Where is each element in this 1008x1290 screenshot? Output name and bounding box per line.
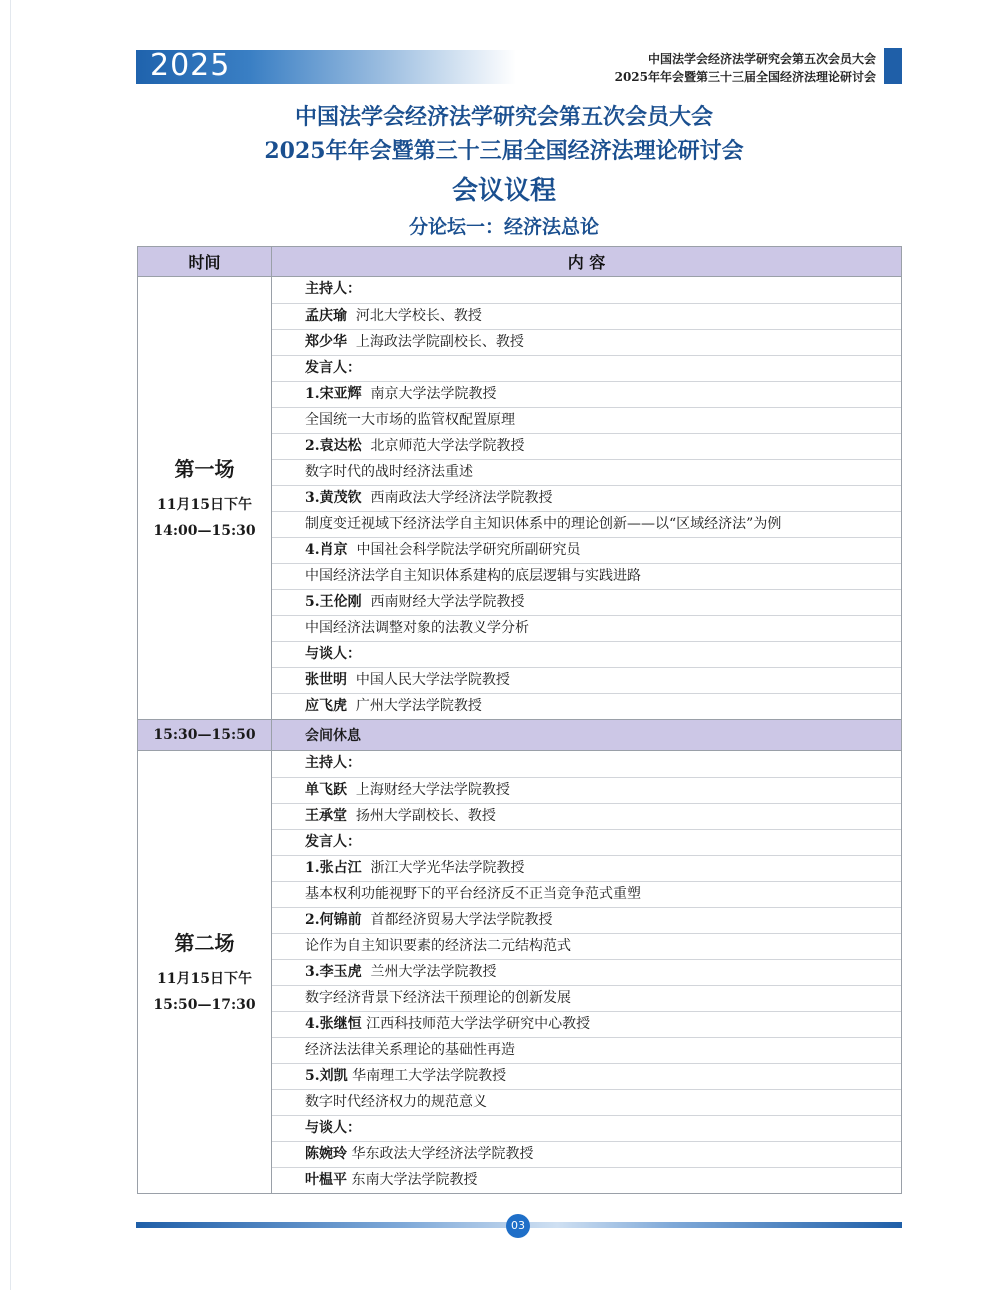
session-1-content-cell [272, 277, 902, 720]
agenda-table [137, 246, 902, 1194]
list-item [272, 1011, 901, 1037]
session-1-list [272, 277, 901, 719]
page-number: 03 [506, 1214, 530, 1238]
session-1-date: 11月15日下午 [157, 496, 252, 513]
list-item [272, 329, 901, 355]
col-header-content: 内 容 [272, 247, 902, 277]
running-header [615, 50, 876, 86]
host-name: 郑少华 [305, 333, 347, 350]
host-name: 单飞跃 [305, 781, 347, 798]
session-2-row [138, 751, 902, 1194]
list-item [272, 303, 901, 329]
speaker-title: 西南政法大学经济法学院教授 [370, 489, 553, 506]
list-item [272, 537, 901, 563]
doc-title-agenda: 会议议程 [451, 176, 556, 206]
list-item [272, 1167, 901, 1193]
session-1-time: 14:00—15:30 [153, 522, 256, 539]
host-title: 河北大学校长、教授 [355, 307, 482, 324]
speaker-topic: 数字时代的战时经济法重述 [272, 459, 901, 485]
list-item [272, 667, 901, 693]
speaker-title: 江西科技师范大学法学研究中心教授 [366, 1015, 591, 1032]
speaker-title: 中国社会科学院法学研究所副研究员 [356, 541, 581, 558]
doc-title-line2: 2025年年会暨第三十三届全国经济法理论研讨会 [264, 138, 744, 164]
col-header-time: 时间 [138, 247, 272, 277]
discussant-title: 广州大学法学院教授 [355, 697, 482, 714]
speaker-title: 南京大学法学院教授 [370, 385, 497, 402]
running-header-line1: 中国法学会经济法学研究会第五次会员大会 [647, 52, 876, 66]
list-item [272, 777, 901, 803]
session-2-name: 第二场 [174, 930, 235, 955]
speaker-name: 1.宋亚辉 [305, 385, 362, 402]
speaker-name: 5.王伦刚 [305, 593, 362, 610]
list-item [272, 907, 901, 933]
speaker-name: 3.黄茂钦 [305, 489, 362, 506]
speaker-topic: 中国经济法学自主知识体系建构的底层逻辑与实践进路 [272, 563, 901, 589]
speaker-topic: 全国统一大市场的监管权配置原理 [272, 407, 901, 433]
speaker-topic: 论作为自主知识要素的经济法二元结构范式 [272, 933, 901, 959]
host-name: 王承堂 [305, 807, 347, 824]
session-1-time-cell [138, 277, 272, 720]
list-item [272, 1063, 901, 1089]
speaker-name: 1.张占江 [305, 859, 362, 876]
session-2-content-cell [272, 751, 902, 1194]
discussant-name: 张世明 [305, 671, 347, 688]
doc-title-line1: 中国法学会经济法学研究会第五次会员大会 [294, 104, 713, 130]
list-item [272, 589, 901, 615]
header-accent-bar [884, 48, 902, 84]
speaker-title: 浙江大学光华法学院教授 [370, 859, 525, 876]
speaker-title: 华南理工大学法学院教授 [352, 1067, 507, 1084]
forum-subtitle: 分论坛一：经济法总论 [408, 216, 599, 238]
session-2-time: 15:50—17:30 [153, 996, 256, 1013]
running-header-line2: 2025年年会暨第三十三届全国经济法理论研讨会 [614, 70, 876, 84]
speaker-topic: 数字时代经济权力的规范意义 [272, 1089, 901, 1115]
speaker-label: 发言人： [272, 355, 901, 381]
host-label: 主持人： [272, 751, 901, 777]
list-item [272, 855, 901, 881]
speaker-name: 4.肖京 [305, 541, 348, 558]
agenda-header-row [138, 247, 902, 277]
session-2-list [272, 751, 901, 1193]
speaker-name: 2.何锦前 [305, 911, 362, 928]
speaker-topic: 中国经济法调整对象的法教义学分析 [272, 615, 901, 641]
speaker-label: 发言人： [272, 829, 901, 855]
discussant-title: 东南大学法学院教授 [351, 1171, 478, 1188]
session-1-name: 第一场 [174, 456, 235, 481]
host-name: 孟庆瑜 [305, 307, 347, 324]
speaker-name: 4.张继恒 [305, 1015, 362, 1032]
speaker-title: 西南财经大学法学院教授 [370, 593, 525, 610]
discussant-label: 与谈人： [272, 1115, 901, 1141]
discussant-name: 叶榅平 [305, 1171, 347, 1188]
speaker-name: 2.袁达松 [305, 437, 362, 454]
host-title: 扬州大学副校长、教授 [355, 807, 496, 824]
host-title: 上海财经大学法学院教授 [355, 781, 510, 798]
session-2-date: 11月15日下午 [157, 970, 252, 987]
speaker-topic: 基本权利功能视野下的平台经济反不正当竞争范式重塑 [272, 881, 901, 907]
host-title: 上海政法学院副校长、教授 [355, 333, 524, 350]
list-item [272, 1141, 901, 1167]
break-time: 15:30—15:50 [138, 720, 272, 751]
list-item [272, 693, 901, 719]
speaker-name: 5.刘凯 [305, 1067, 348, 1084]
speaker-topic: 数字经济背景下经济法干预理论的创新发展 [272, 985, 901, 1011]
break-row [138, 720, 902, 751]
host-label: 主持人： [272, 277, 901, 303]
discussant-name: 应飞虎 [305, 697, 347, 714]
speaker-name: 3.李玉虎 [305, 963, 362, 980]
discussant-name: 陈婉玲 [305, 1145, 347, 1162]
list-item [272, 485, 901, 511]
speaker-title: 首都经济贸易大学法学院教授 [370, 911, 553, 928]
session-2-time-cell [138, 751, 272, 1194]
break-label: 会间休息 [272, 720, 902, 751]
banner-year: 2025 [150, 48, 231, 83]
discussant-title: 华东政法大学经济法学院教授 [351, 1145, 534, 1162]
speaker-title: 北京师范大学法学院教授 [370, 437, 525, 454]
session-1-row [138, 277, 902, 720]
list-item [272, 381, 901, 407]
discussant-title: 中国人民大学法学院教授 [355, 671, 510, 688]
speaker-title: 兰州大学法学院教授 [370, 963, 497, 980]
list-item [272, 433, 901, 459]
speaker-topic: 制度变迁视域下经济法学自主知识体系中的理论创新——以“区域经济法”为例 [272, 511, 901, 537]
list-item [272, 959, 901, 985]
discussant-label: 与谈人： [272, 641, 901, 667]
speaker-topic: 经济法法律关系理论的基础性再造 [272, 1037, 901, 1063]
list-item [272, 803, 901, 829]
